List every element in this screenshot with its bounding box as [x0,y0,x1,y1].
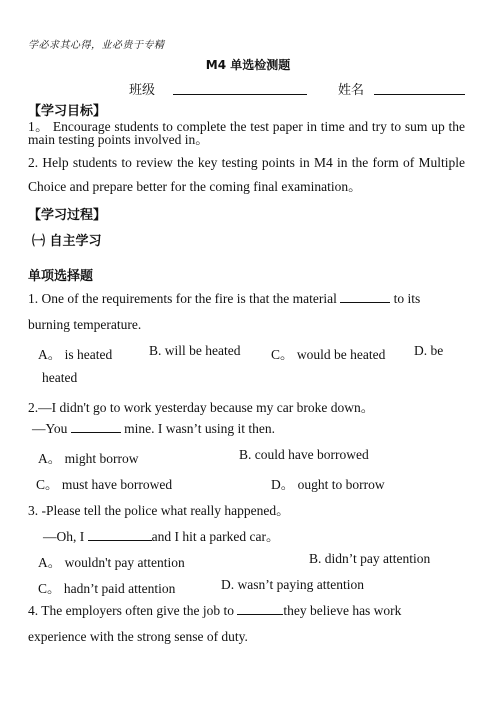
page-title: M4 单选检测题 [205,58,291,72]
question-3-option-b[interactable]: B. didn’t pay attention [309,551,431,566]
question-3-option-c[interactable]: C。 hadn’t paid attention [38,581,176,596]
question-2-option-a[interactable]: A。 might borrow [38,451,139,466]
question-3-option-d[interactable]: D. wasn’t paying attention [221,577,364,592]
section-title: 单项选择题 [28,269,94,284]
question-2-stem: 2.—I didn't go to work yesterday because my car broke down。 [28,400,375,415]
question-1-option-a[interactable]: A。 is heated [38,347,113,362]
question-1-option-d-cont: heated [42,370,78,385]
question-1-option-c[interactable]: C。 would be heated [271,347,386,362]
class-field[interactable] [173,94,307,95]
class-label: 班级 [129,83,156,98]
question-1-option-b[interactable]: B. will be heated [149,343,241,358]
question-2-reply-start: —You [32,421,68,436]
name-label: 姓名 [338,83,365,98]
process-heading: 【学习过程】 [28,208,107,223]
question-2-reply [32,421,275,437]
question-4-stem-cont: experience with the strong sense of duty. [28,629,248,644]
question-1-stem [28,291,420,307]
question-2-blank[interactable] [71,421,121,433]
question-4-stem [28,603,401,619]
question-1-stem-start: 1. One of the requirements for the fire is that the material [28,291,337,306]
question-1-blank[interactable] [340,291,390,303]
question-1-stem-end: to its [393,291,421,306]
question-3-reply-end: and I hit a parked car。 [151,529,280,544]
question-3-blank[interactable] [88,529,152,541]
question-4-stem-start: 4. The employers often give the job to [28,603,234,618]
question-4-blank[interactable] [237,603,283,615]
motto: 学必求其心得，业必贵于专精 [28,40,165,51]
objective-1: 1。 Encourage students to complete the test paper in time and try to sum up the main testing points involved in。 [28,119,465,147]
self-study-heading: ㈠ 自主学习 [32,234,102,249]
question-3-reply [43,525,279,545]
question-2-option-d[interactable]: D。 ought to borrow [271,477,385,492]
question-2-reply-end: mine. I wasn’t using it then. [124,421,276,436]
objective-2: 2. Help students to review the key testing points in M4 in the form of Multiple Choice and prepare better for the coming final examination。 [28,155,465,194]
name-field[interactable] [374,94,465,95]
question-1-option-d[interactable]: D. be [414,343,444,358]
question-2-option-c[interactable]: C。 must have borrowed [36,477,173,492]
objectives-heading: 【学习目标】 [28,104,107,119]
question-3-reply-start: —Oh, I [43,529,85,544]
question-3-stem: 3. -Please tell the police what really happened。 [28,503,290,518]
question-2-option-b[interactable]: B. could have borrowed [239,447,369,462]
question-4-stem-end: they believe has work [283,603,402,618]
question-3-option-a[interactable]: A。 wouldn't pay attention [38,555,185,570]
question-1-stem-cont: burning temperature. [28,317,142,332]
